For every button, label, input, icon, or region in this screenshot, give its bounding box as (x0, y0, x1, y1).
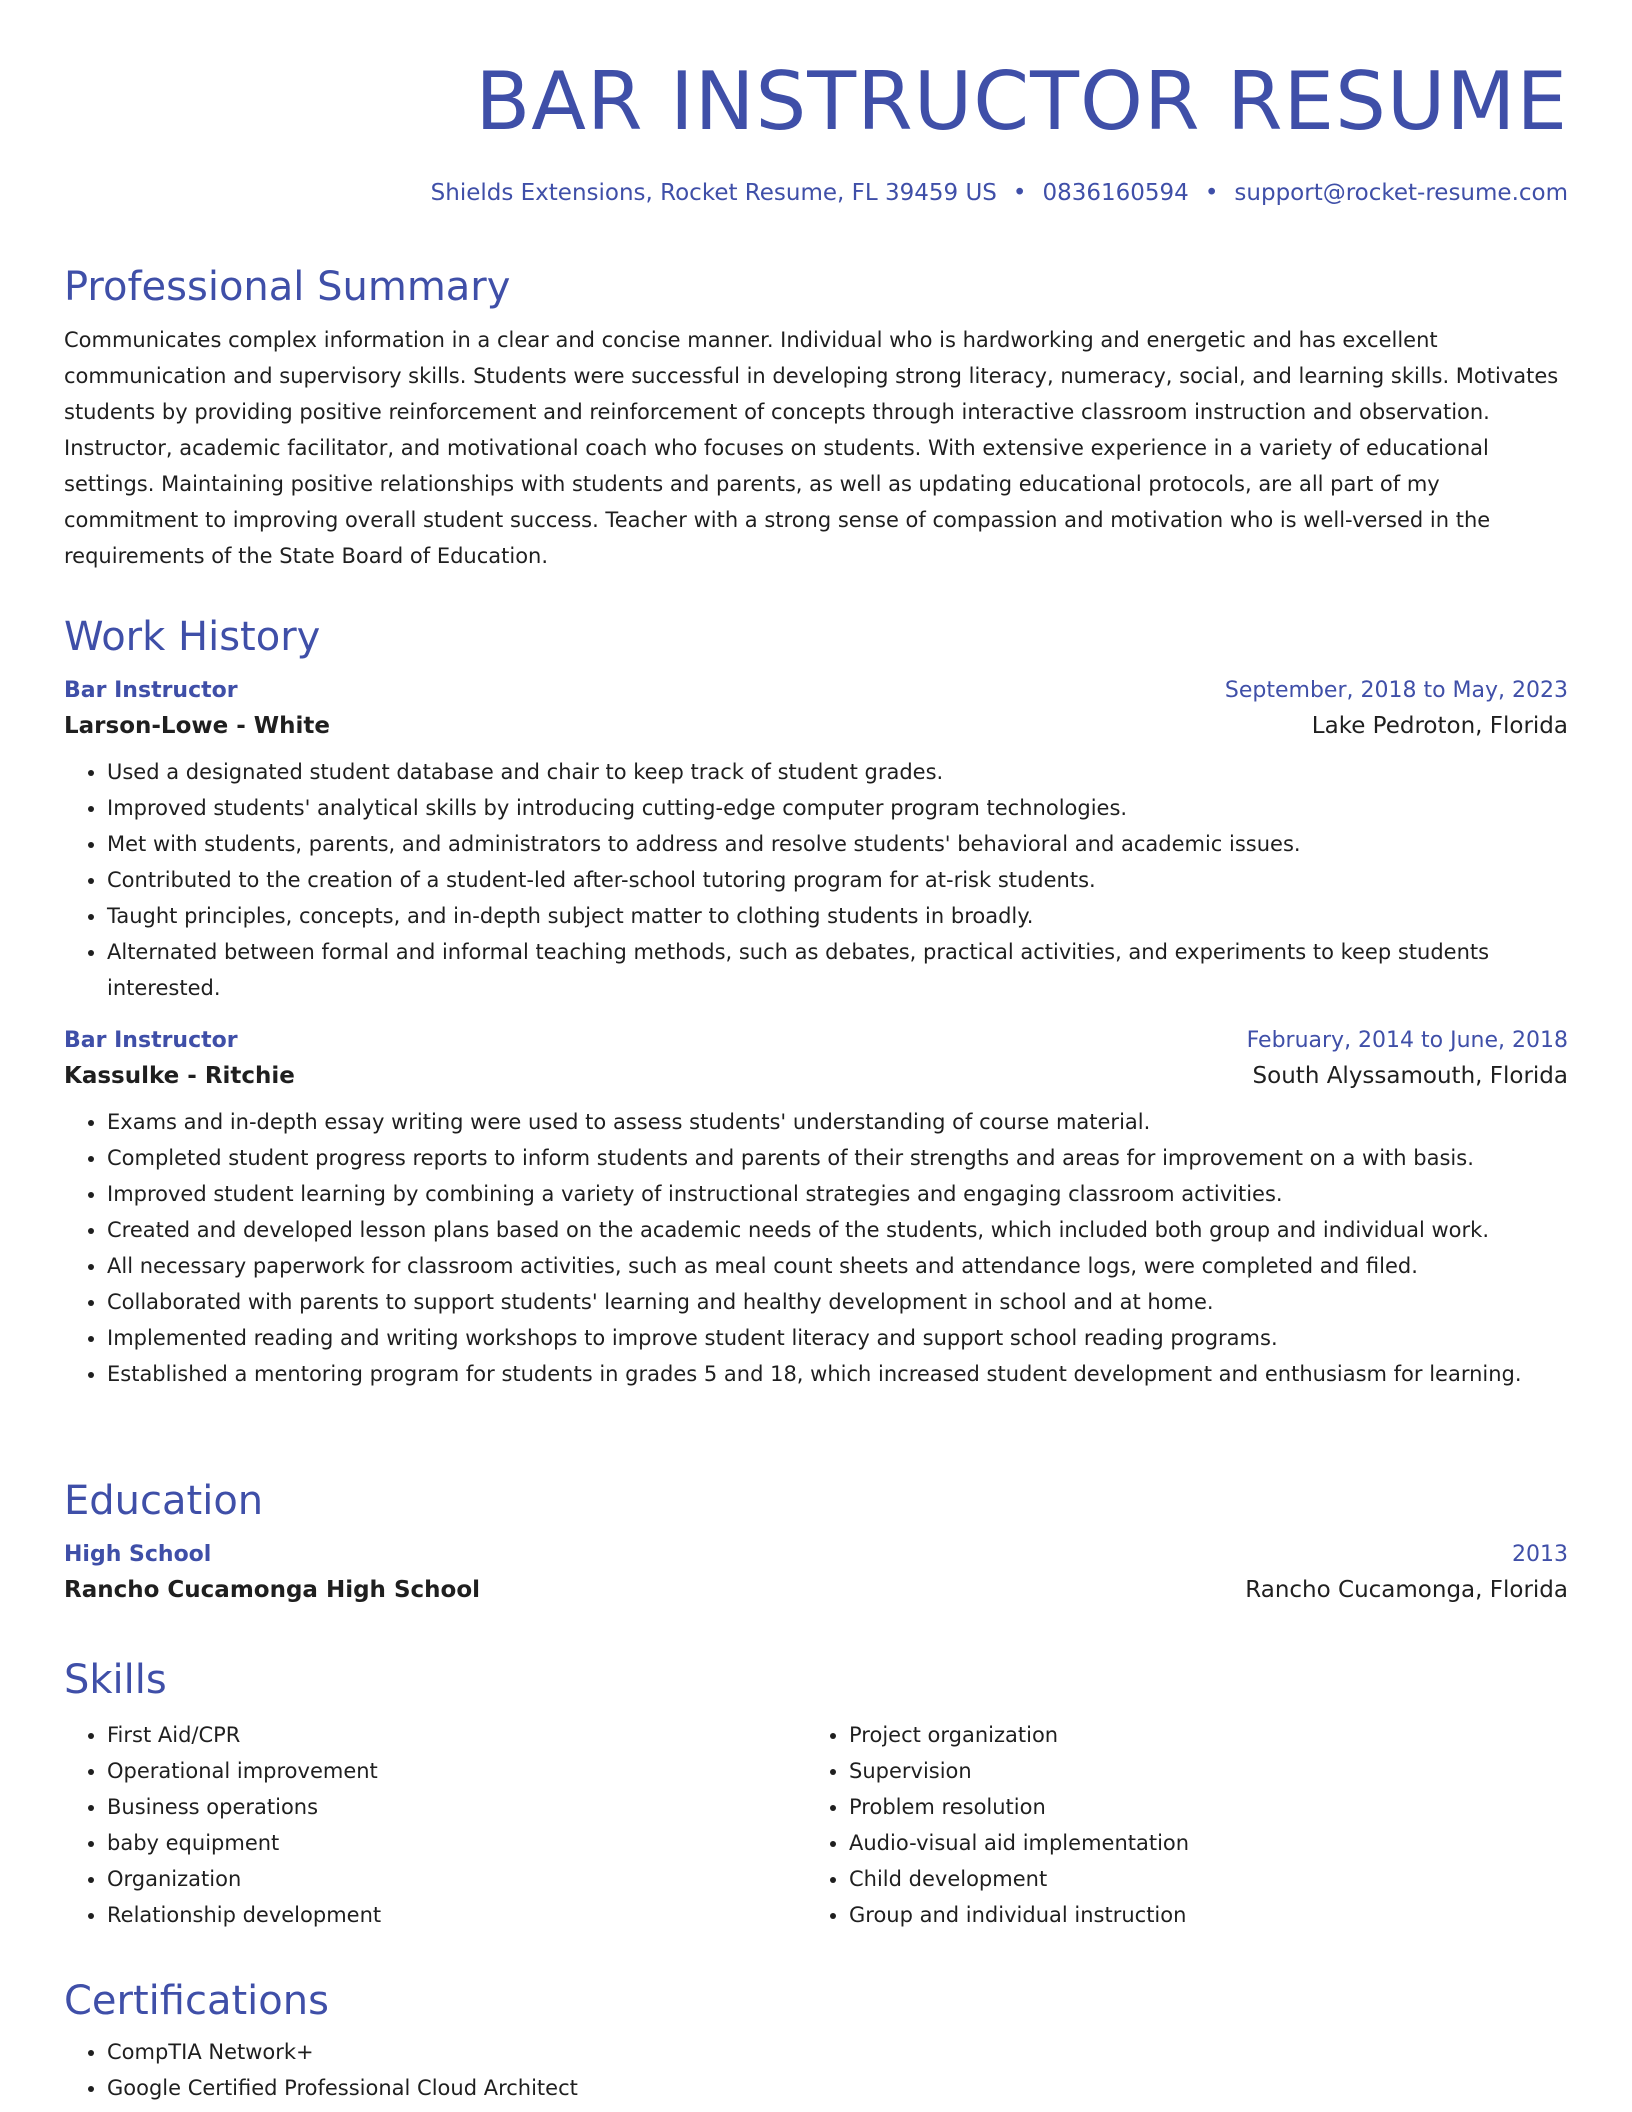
list-item: • Alternated between formal and informal teaching methods, such as debates, practical activities, and experiments to keep students interested. (107, 934, 1568, 1006)
list-item: • Group and individual instruction (849, 1897, 1548, 1933)
contact-line (64, 178, 1568, 208)
certifications-list (64, 2034, 1568, 2106)
skills-section (64, 1655, 1568, 1933)
list-item: • All necessary paperwork for classroom activities, such as meal count sheets and attendance logs, were completed and filed. (107, 1248, 1568, 1284)
list-item: • Implemented reading and writing workshops to improve student literacy and support school reading programs. (107, 1320, 1568, 1356)
list-item: • Project organization (849, 1717, 1548, 1753)
job-dates: September, 2018 to May, 2023 (1224, 678, 1568, 703)
skills-heading: Skills (64, 1657, 167, 1703)
resume-header (64, 0, 1568, 208)
list-item: • Exams and in-depth essay writing were used to assess students' understanding of course material. (107, 1104, 1568, 1140)
list-item: • Organization (107, 1861, 806, 1897)
education-heading: Education (64, 1478, 264, 1524)
job-bullet-list (64, 754, 1568, 1006)
list-item: • Audio-visual aid implementation (849, 1825, 1548, 1861)
list-item: • Operational improvement (107, 1753, 806, 1789)
job-company: Larson-Lowe - White (64, 713, 331, 739)
contact-address: Shields Extensions, Rocket Resume, FL 39459 US (430, 180, 997, 206)
summary-text: Communicates complex information in a clear and concise manner. Individual who is hardworking and energetic and has excellent communication and supervisory skills. Students were successful in developing strong literacy, numeracy, social, and learning skills. Motivates students by providing positive reinforcement and reinforcement of concepts through interactive classroom instruction and observation. Instructor, academic facilitator, and motivational coach who focuses on students. With extensive experience in a variety of educational settings. Maintaining positive relationships with students and parents, as well as updating educational protocols, are all part of my commitment to improving overall student success. Teacher with a strong sense of compassion and motivation who is well-versed in the requirements of the State Board of Education. (64, 328, 1559, 568)
job-company: Kassulke - Ritchie (64, 1063, 295, 1089)
list-item: • Relationship development (107, 1897, 806, 1933)
certifications-heading: Certifications (64, 1978, 329, 2024)
contact-email[interactable]: support@rocket-resume.com (1234, 180, 1568, 206)
contact-phone: 0836160594 (1042, 180, 1189, 206)
skills-column-left (64, 1717, 806, 1933)
list-item: • Used a designated student database and chair to keep track of student grades. (107, 754, 1568, 790)
education-school-row (64, 1570, 1568, 1610)
job-entry (64, 676, 1568, 1006)
summary-section (64, 262, 1568, 574)
list-item: • Taught principles, concepts, and in-depth subject matter to clothing students in broadly. (107, 898, 1568, 934)
list-item: • Improved student learning by combining a variety of instructional strategies and engaging classroom activities. (107, 1176, 1568, 1212)
work-history-heading: Work History (64, 614, 321, 660)
list-item: • Problem resolution (849, 1789, 1548, 1825)
job-header-row (64, 1026, 1568, 1056)
job-location: Lake Pedroton, Florida (1311, 713, 1568, 739)
skills-grid (64, 1717, 1568, 1933)
skills-column-right (806, 1717, 1548, 1933)
list-item: • Google Certified Professional Cloud Architect (107, 2070, 1568, 2106)
education-year: 2013 (1512, 1542, 1568, 1567)
list-item: • Supervision (849, 1753, 1548, 1789)
education-section (64, 1476, 1568, 1610)
list-item: • Collaborated with parents to support students' learning and healthy development in school and at home. (107, 1284, 1568, 1320)
list-item: • Met with students, parents, and administrators to address and resolve students' behavioral and academic issues. (107, 826, 1568, 862)
job-title: Bar Instructor (64, 678, 238, 703)
education-school: Rancho Cucamonga High School (64, 1577, 480, 1603)
job-dates: February, 2014 to June, 2018 (1246, 1028, 1568, 1053)
education-location: Rancho Cucamonga, Florida (1245, 1577, 1568, 1603)
separator-dot: • (1012, 180, 1027, 206)
education-header-row (64, 1540, 1568, 1570)
summary-heading: Professional Summary (64, 264, 511, 310)
certifications-section (64, 1976, 1568, 2106)
list-item: • Business operations (107, 1789, 806, 1825)
list-item: • First Aid/CPR (107, 1717, 806, 1753)
skills-list (806, 1717, 1548, 1933)
job-bullet-list (64, 1104, 1568, 1392)
job-company-row (64, 1056, 1568, 1096)
separator-dot: • (1204, 180, 1219, 206)
list-item: • baby equipment (107, 1825, 806, 1861)
education-entry (64, 1540, 1568, 1610)
job-title: Bar Instructor (64, 1028, 238, 1053)
education-degree: High School (64, 1542, 212, 1567)
list-item: • Contributed to the creation of a student-led after-school tutoring program for at-risk students. (107, 862, 1568, 898)
list-item: • Completed student progress reports to inform students and parents of their strengths and areas for improvement on a with basis. (107, 1140, 1568, 1176)
work-history-section (64, 612, 1568, 1392)
skills-list (64, 1717, 806, 1933)
job-location: South Alyssamouth, Florida (1252, 1063, 1568, 1089)
resume-page (64, 0, 1568, 2100)
resume-title: BAR INSTRUCTOR RESUME (475, 55, 1568, 148)
list-item: • Established a mentoring program for students in grades 5 and 18, which increased student development and enthusiasm for learning. (107, 1356, 1568, 1392)
list-item: • Child development (849, 1861, 1548, 1897)
job-entry (64, 1026, 1568, 1392)
job-company-row (64, 706, 1568, 746)
job-header-row (64, 676, 1568, 706)
list-item: • CompTIA Network+ (107, 2034, 1568, 2070)
list-item: • Created and developed lesson plans based on the academic needs of the students, which included both group and individual work. (107, 1212, 1568, 1248)
list-item: • Improved students' analytical skills by introducing cutting-edge computer program technologies. (107, 790, 1568, 826)
